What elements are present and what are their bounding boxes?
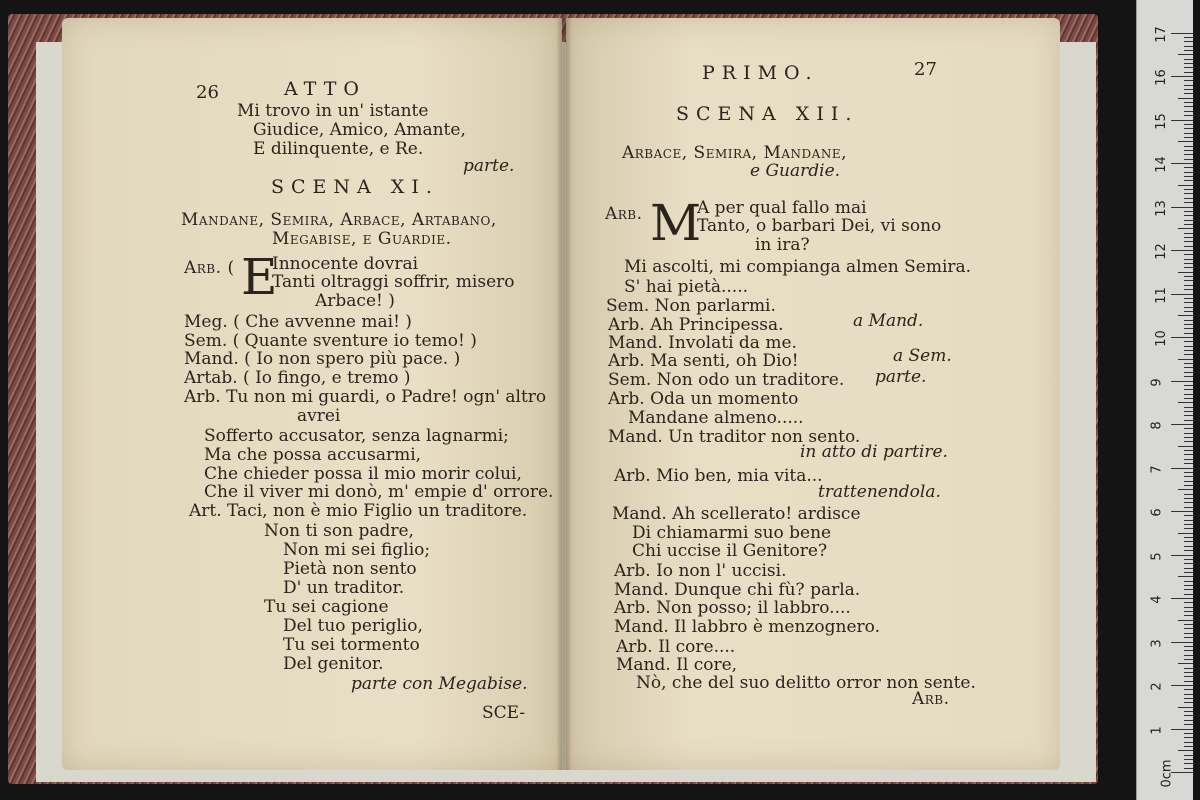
character-list: Megabise, e Guardie. [272, 229, 452, 249]
dialogue-line: Arb. Non posso; il labbro.... [614, 598, 851, 618]
character-list: e Guardie. [750, 161, 841, 181]
ruler-tick [1184, 220, 1193, 221]
ruler-tick [1184, 328, 1193, 329]
dialogue-line: Mand. Un traditor non sento. [608, 427, 861, 447]
ruler-tick [1184, 720, 1193, 721]
ruler-tick [1184, 759, 1193, 760]
ruler-tick [1178, 315, 1193, 316]
ruler-tick [1184, 324, 1193, 325]
dialogue-line: Arb. Mio ben, mia vita... [614, 466, 823, 486]
book-gutter [556, 18, 572, 770]
ruler-tick [1184, 702, 1193, 703]
verse-line: Non mi sei figlio; [283, 540, 431, 560]
dialogue-line: Arb. Ah Principessa. [608, 315, 784, 335]
ruler-tick [1178, 272, 1193, 273]
text-line: Che il viver mi donò, m' empie d' orrore. [204, 482, 554, 502]
text-line: Che chieder possa il mio morir colui, [204, 464, 522, 484]
ruler-tick [1178, 228, 1193, 229]
ruler-tick [1184, 546, 1193, 547]
ruler-tick [1184, 694, 1193, 695]
ruler-tick [1184, 485, 1193, 486]
ruler-tick [1184, 350, 1193, 351]
ruler-tick [1184, 698, 1193, 699]
page-number-left: 26 [196, 82, 219, 103]
dialogue-line: Arb. Oda un momento [608, 389, 799, 409]
catchword: Arb. [912, 689, 950, 709]
ruler-tick [1184, 563, 1193, 564]
ruler-tick [1178, 402, 1193, 403]
ruler-tick [1184, 89, 1193, 90]
dialogue-line: Mand. Ah scellerato! ardisce [612, 504, 861, 524]
ruler-tick [1184, 341, 1193, 342]
dialogue-line: Mand. ( Io non spero più pace. ) [184, 349, 461, 369]
ruler-tick [1184, 768, 1193, 769]
ruler-tick [1184, 615, 1193, 616]
ruler-number: 15 [1153, 112, 1169, 130]
ruler-tick [1184, 363, 1193, 364]
ruler-tick [1184, 559, 1193, 560]
ruler-number: 10 [1153, 330, 1169, 347]
ruler-tick [1184, 298, 1193, 299]
ruler-tick [1184, 128, 1193, 129]
ruler-number: 14 [1153, 156, 1169, 173]
ruler-tick [1184, 254, 1193, 255]
ruler-tick [1184, 333, 1193, 334]
ruler-tick [1184, 302, 1193, 303]
ruler-number: 4 [1149, 595, 1165, 604]
ruler-tick [1184, 411, 1193, 412]
ruler-tick [1184, 37, 1193, 38]
text-line: Mandane almeno..... [628, 408, 804, 428]
ruler-tick [1184, 672, 1193, 673]
ruler-tick [1184, 176, 1193, 177]
scene-heading: SCENA XII. [676, 103, 859, 125]
ruler-tick [1184, 115, 1193, 116]
ruler-tick [1171, 120, 1193, 121]
ruler-tick [1178, 620, 1193, 621]
ruler-tick [1184, 389, 1193, 390]
ruler-tick [1184, 724, 1193, 725]
ruler-tick [1184, 154, 1193, 155]
ruler-tick [1171, 598, 1193, 599]
ruler-tick [1171, 424, 1193, 425]
ruler-tick [1171, 207, 1193, 208]
text-line: Tanto, o barbari Dei, vi sono [697, 216, 942, 236]
ruler-tick [1184, 633, 1193, 634]
text-line: Di chiamarmi suo bene [632, 523, 832, 543]
ruler-number: 11 [1153, 286, 1169, 304]
text-line: avrei [297, 406, 341, 426]
text-line: in ira? [755, 235, 810, 255]
ruler-tick [1184, 498, 1193, 499]
ruler-tick [1171, 163, 1193, 164]
stage-direction: trattenendola. [818, 482, 941, 502]
ruler-tick [1184, 585, 1193, 586]
ruler-tick [1171, 337, 1193, 338]
ruler-tick [1184, 63, 1193, 64]
ruler-tick [1184, 180, 1193, 181]
ruler-tick [1184, 85, 1193, 86]
ruler-tick [1184, 246, 1193, 247]
ruler-tick [1184, 520, 1193, 521]
dialogue-line: Arb. Io non l' uccisi. [614, 561, 787, 581]
ruler-tick [1171, 511, 1193, 512]
ruler-tick [1184, 646, 1193, 647]
ruler-tick [1184, 650, 1193, 651]
ruler-tick [1184, 80, 1193, 81]
ruler-tick [1184, 263, 1193, 264]
ruler-tick [1184, 159, 1193, 160]
ruler-tick [1184, 689, 1193, 690]
text-line: Sofferto accusator, senza lagnarmi; [204, 426, 509, 446]
ruler-tick [1171, 33, 1193, 34]
text-line: S' hai pietà..... [624, 277, 749, 297]
ruler-tick [1184, 41, 1193, 42]
ruler-tick [1184, 224, 1193, 225]
text-line: E dilinquente, e Re. [253, 139, 424, 159]
ruler-tick [1178, 663, 1193, 664]
ruler-tick [1171, 468, 1193, 469]
ruler-tick [1184, 267, 1193, 268]
verse-line: Del genitor. [283, 654, 384, 674]
ruler-tick [1184, 150, 1193, 151]
ruler-tick [1184, 550, 1193, 551]
ruler-number: 9 [1149, 377, 1165, 387]
ruler-tick [1184, 624, 1193, 625]
character-list: Arbace, Semira, Mandane, [622, 143, 848, 163]
verse-line: Pietà non sento [283, 559, 417, 579]
ruler-tick [1184, 172, 1193, 173]
ruler-tick [1184, 668, 1193, 669]
ruler-number: 6 [1149, 508, 1165, 517]
ruler-tick [1171, 555, 1193, 556]
ruler-tick [1184, 524, 1193, 525]
ruler-tick [1184, 385, 1193, 386]
ruler-tick [1184, 202, 1193, 203]
ruler-tick [1184, 481, 1193, 482]
ruler-tick [1184, 354, 1193, 355]
ruler-tick [1178, 576, 1193, 577]
ruler-tick [1184, 311, 1193, 312]
ruler-tick [1184, 746, 1193, 747]
measurement-ruler [1136, 0, 1193, 800]
ruler-tick [1184, 502, 1193, 503]
dialogue-line: Mand. Dunque chi fù? parla. [614, 580, 861, 600]
dialogue-line: Sem. Non parlarmi. [606, 296, 776, 316]
ruler-number: 5 [1149, 551, 1165, 561]
ruler-tick [1178, 359, 1193, 360]
ruler-tick [1184, 307, 1193, 308]
ruler-tick [1184, 763, 1193, 764]
verse-line: Non ti son padre, [264, 521, 414, 541]
ruler-tick [1171, 294, 1193, 295]
ruler-number: 1 [1149, 725, 1165, 735]
ruler-tick [1184, 715, 1193, 716]
dialogue-line: Sem. Non odo un traditore. [608, 370, 845, 390]
ruler-tick [1178, 185, 1193, 186]
dialogue-line: Art. Taci, non è mio Figlio un traditore. [189, 501, 528, 521]
ruler-tick [1184, 376, 1193, 377]
text-line: Chi uccise il Genitore? [632, 541, 828, 561]
text-line: A per qual fallo mai [697, 198, 867, 218]
ruler-tick [1171, 642, 1193, 643]
ruler-tick [1184, 472, 1193, 473]
page-number-right: 27 [914, 59, 937, 80]
ruler-tick [1184, 733, 1193, 734]
ruler-tick [1184, 607, 1193, 608]
verse-line: D' un traditor. [283, 578, 405, 598]
dialogue-line: Mand. Involati da me. [608, 333, 797, 353]
ruler-tick [1184, 494, 1193, 495]
ruler-tick [1184, 428, 1193, 429]
dialogue-line: Sem. ( Quante sventure io temo! ) [184, 331, 477, 351]
ruler-tick [1171, 685, 1193, 686]
running-header-right: PRIMO. [702, 62, 819, 84]
ruler-tick [1184, 137, 1193, 138]
ruler-tick [1184, 737, 1193, 738]
text-line: Mi ascolti, mi compianga almen Semira. [624, 257, 972, 277]
ruler-tick [1184, 320, 1193, 321]
dialogue-line: Mand. Il core, [616, 655, 738, 675]
ruler-tick [1184, 394, 1193, 395]
ruler-number: 0cm [1159, 759, 1175, 788]
stage-direction: a Mand. [853, 311, 924, 331]
ruler-tick [1184, 46, 1193, 47]
ruler-number: 8 [1149, 421, 1165, 430]
ruler-tick [1178, 98, 1193, 99]
ruler-tick [1184, 676, 1193, 677]
dialogue-line: Arb. Il core.... [616, 637, 736, 657]
ruler-tick [1184, 541, 1193, 542]
ruler-tick [1184, 507, 1193, 508]
ruler-tick [1184, 755, 1193, 756]
ruler-tick [1184, 198, 1193, 199]
ruler-tick [1178, 707, 1193, 708]
ruler-tick [1184, 655, 1193, 656]
ruler-tick [1184, 398, 1193, 399]
ruler-tick [1184, 346, 1193, 347]
ruler-tick [1184, 459, 1193, 460]
verse-line: Tu sei tormento [283, 635, 420, 655]
ruler-tick [1184, 515, 1193, 516]
ruler-tick [1184, 594, 1193, 595]
ruler-number: 16 [1153, 69, 1169, 86]
ruler-tick [1184, 102, 1193, 103]
ruler-tick [1184, 276, 1193, 277]
ruler-tick [1178, 54, 1193, 55]
drop-cap: E [241, 248, 278, 306]
running-header-left: ATTO [284, 78, 366, 100]
stage-direction: parte. [875, 367, 927, 387]
ruler-tick [1184, 581, 1193, 582]
ruler-tick [1184, 124, 1193, 125]
ruler-tick [1184, 463, 1193, 464]
ruler-tick [1171, 76, 1193, 77]
ruler-number: 3 [1149, 638, 1165, 648]
ruler-tick [1184, 280, 1193, 281]
ruler-tick [1184, 568, 1193, 569]
drop-cap: M [650, 194, 702, 252]
speaker-label: Arb. ( [184, 258, 235, 278]
ruler-tick [1178, 750, 1193, 751]
ruler-tick [1184, 407, 1193, 408]
ruler-number: 13 [1153, 199, 1169, 217]
ruler-tick [1184, 215, 1193, 216]
ruler-tick [1184, 50, 1193, 51]
ruler-tick [1184, 659, 1193, 660]
ruler-tick [1184, 602, 1193, 603]
ruler-tick [1184, 259, 1193, 260]
verse-line: Del tuo periglio, [283, 616, 423, 636]
text-line: Giudice, Amico, Amante, [253, 120, 466, 140]
ruler-tick [1184, 528, 1193, 529]
ruler-tick [1184, 415, 1193, 416]
ruler-tick [1178, 141, 1193, 142]
ruler-tick [1184, 572, 1193, 573]
ruler-tick [1178, 489, 1193, 490]
ruler-tick [1184, 146, 1193, 147]
ruler-tick [1184, 537, 1193, 538]
ruler-tick [1184, 59, 1193, 60]
dialogue-line: Mand. Il labbro è menzognero. [614, 617, 880, 637]
stage-direction: parte. [463, 156, 515, 176]
stage-direction: a Sem. [893, 346, 952, 366]
ruler-tick [1184, 628, 1193, 629]
ruler-number: 12 [1153, 243, 1169, 260]
ruler-tick [1184, 189, 1193, 190]
ruler-tick [1184, 742, 1193, 743]
ruler-tick [1184, 167, 1193, 168]
ruler-tick [1184, 372, 1193, 373]
ruler-tick [1184, 211, 1193, 212]
dialogue-line: Arb. Ma senti, oh Dio! [608, 351, 799, 371]
text-line: Ma che possa accusarmi, [204, 445, 422, 465]
ruler-tick [1184, 289, 1193, 290]
ruler-tick [1184, 637, 1193, 638]
character-list: Mandane, Semira, Arbace, Artabano, [181, 210, 497, 230]
stage-direction: parte con Megabise. [351, 674, 528, 694]
ruler-tick [1184, 441, 1193, 442]
ruler-tick [1184, 106, 1193, 107]
ruler-tick [1184, 193, 1193, 194]
ruler-number: 2 [1149, 682, 1165, 691]
ruler-tick [1184, 93, 1193, 94]
text-line: Tanti oltraggi soffrir, misero [272, 272, 515, 292]
dialogue-line: Meg. ( Che avvenne mai! ) [184, 312, 412, 332]
text-line: Mi trovo in un' istante [237, 101, 429, 121]
ruler-tick [1184, 133, 1193, 134]
ruler-tick [1184, 437, 1193, 438]
ruler-tick [1184, 233, 1193, 234]
ruler-tick [1184, 67, 1193, 68]
ruler-tick [1184, 476, 1193, 477]
ruler-tick [1184, 237, 1193, 238]
speaker-label: Arb. [605, 204, 643, 224]
ruler-tick [1184, 450, 1193, 451]
ruler-tick [1184, 420, 1193, 421]
ruler-tick [1184, 433, 1193, 434]
ruler-tick [1184, 589, 1193, 590]
ruler-tick [1184, 454, 1193, 455]
dialogue-line: Arb. Tu non mi guardi, o Padre! ogn' altro [184, 387, 547, 407]
ruler-tick [1184, 72, 1193, 73]
ruler-tick [1171, 729, 1193, 730]
ruler-tick [1184, 111, 1193, 112]
catchword: SCE- [482, 703, 526, 723]
ruler-tick [1171, 381, 1193, 382]
ruler-tick [1184, 611, 1193, 612]
ruler-tick [1171, 250, 1193, 251]
ruler-tick [1184, 285, 1193, 286]
ruler-tick [1184, 681, 1193, 682]
text-line: Nò, che del suo delitto orror non sente. [636, 673, 976, 693]
text-line: Arbace! ) [315, 291, 395, 311]
text-line: Innocente dovrai [272, 254, 419, 274]
stage-direction: in atto di partire. [800, 442, 948, 462]
ruler-tick [1184, 367, 1193, 368]
verse-line: Tu sei cagione [264, 597, 389, 617]
scene-heading: SCENA XI. [271, 176, 439, 198]
ruler-number: 7 [1149, 464, 1165, 474]
ruler-tick [1184, 711, 1193, 712]
ruler-tick [1184, 241, 1193, 242]
ruler-tick [1178, 533, 1193, 534]
dialogue-line: Artab. ( Io fingo, e tremo ) [184, 368, 411, 388]
ruler-number: 17 [1153, 25, 1169, 43]
ruler-tick [1178, 446, 1193, 447]
